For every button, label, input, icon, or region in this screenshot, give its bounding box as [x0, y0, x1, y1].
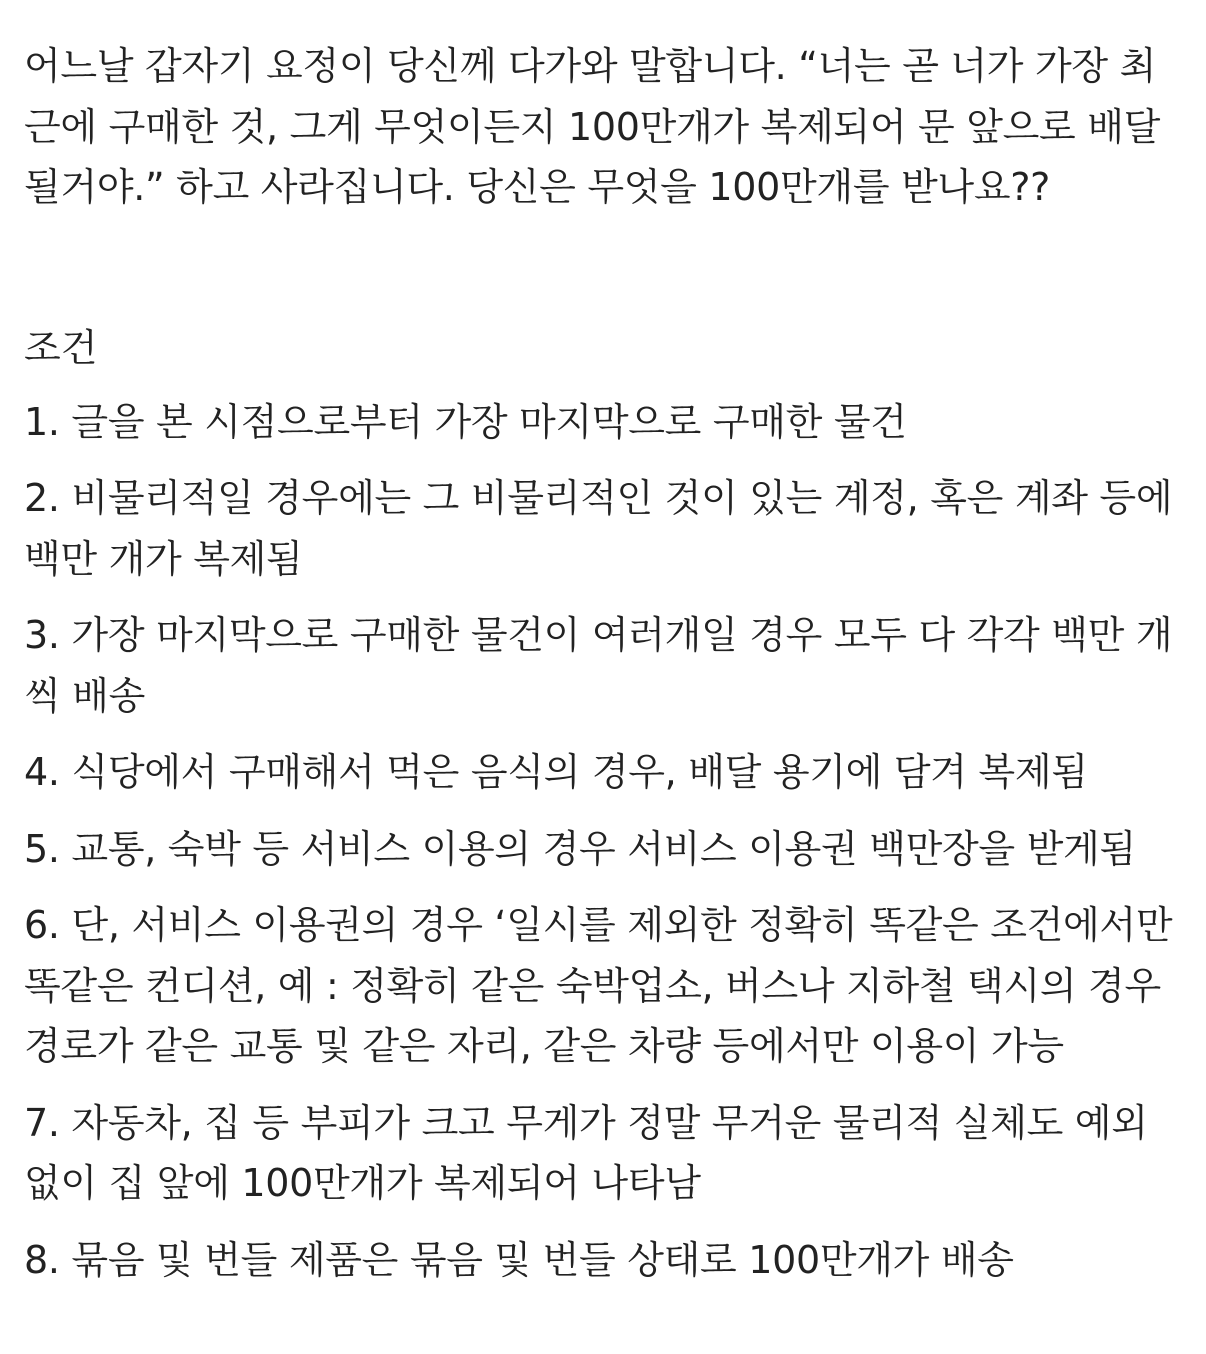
condition-item: 8. 묶음 및 번들 제품은 묶음 및 번들 상태로 100만개가 배송	[24, 1237, 1014, 1282]
condition-item: 4. 식당에서 구매해서 먹은 음식의 경우, 배달 용기에 담겨 복제됨	[24, 750, 1088, 794]
condition-item: 1. 글을 본 시점으로부터 가장 마지막으로 구매한 물건	[24, 399, 907, 444]
condition-item: 3. 가장 마지막으로 구매한 물건이 여러개일 경우 모두 다 각각 백만 개씩 배송	[24, 613, 1173, 718]
paragraph-gap	[24, 218, 1184, 318]
conditions-heading: 조건	[24, 325, 98, 370]
condition-item: 7. 자동차, 집 등 부피가 크고 무게가 정말 무거운 물리적 실체도 예외없이 집 앞에 100만개가 복제되어 나타남	[24, 1100, 1148, 1205]
post-body	[24, 36, 1184, 1306]
conditions-list	[24, 392, 1184, 1291]
condition-item: 6. 단, 서비스 이용권의 경우 ‘일시를 제외한 정확히 똑같은 조건에서만 똑같은 컨디션, 예 : 정확히 같은 숙박업소, 버스나 지하철 택시의 경우 경로가 같은 교통 및 같은 자리, 같은 차량 등에서만 이용이 가능	[24, 903, 1173, 1068]
condition-item: 5. 교통, 숙박 등 서비스 이용의 경우 서비스 이용권 백만장을 받게됨	[24, 826, 1136, 871]
condition-item: 2. 비물리적일 경우에는 그 비물리적인 것이 있는 계정, 혹은 계좌 등에 백만 개가 복제됨	[24, 476, 1173, 581]
intro-paragraph: 어느날 갑자기 요정이 당신께 다가와 말합니다. “너는 곧 너가 가장 최근에 구매한 것, 그게 무엇이든지 100만개가 복제되어 문 앞으로 배달될거야.” 하고 사라집니다. 당신은 무엇을 100만개를 받나요??	[24, 44, 1161, 209]
